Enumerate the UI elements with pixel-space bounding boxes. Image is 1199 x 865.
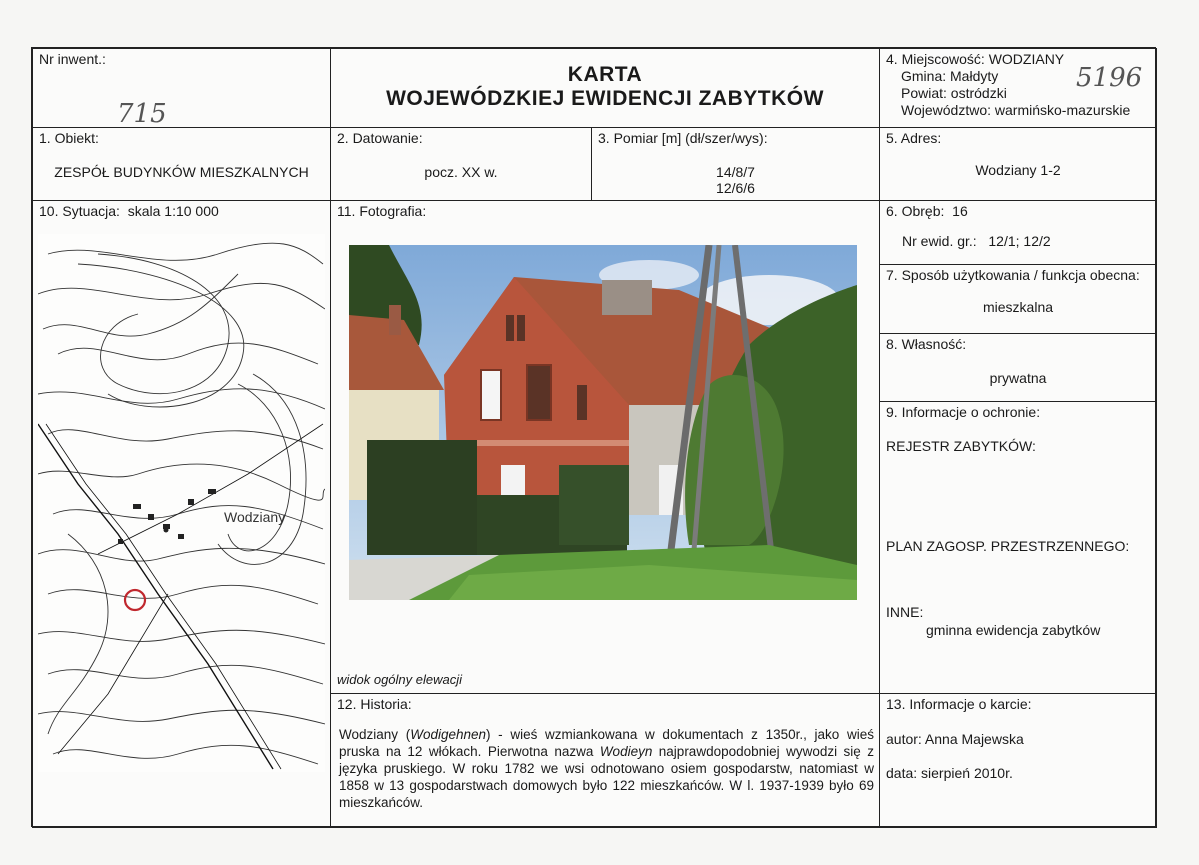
location-powiat: Powiat: ostródzki — [901, 85, 1007, 101]
handwritten-number: 5196 — [1076, 63, 1143, 93]
ochrona-cell — [879, 401, 1157, 694]
nr-ewid-label: Nr ewid. gr.: — [902, 233, 977, 249]
datowanie-label: 2. Datowanie: — [337, 130, 423, 146]
pomiar-label: 3. Pomiar [m] (dł/szer/wys): — [598, 130, 768, 146]
historia-part2: ) - wieś wzmiankowana w dokumentach z 1350r., jako wieś pruska na 12 włókach. Pierwotna nazwa — [339, 727, 874, 759]
ochrona-label: 9. Informacje o ochronie: — [886, 404, 1041, 420]
nr-inwent-cell — [32, 48, 331, 128]
heritage-card — [31, 47, 1156, 827]
obiekt-cell — [32, 127, 331, 201]
location-town: WODZIANY — [988, 51, 1065, 67]
location-cell — [879, 48, 1157, 128]
sytuacja-label: 10. Sytuacja: — [39, 203, 120, 219]
obreb-cell — [879, 200, 1157, 265]
karta-data: data: sierpień 2010r. — [886, 765, 1013, 781]
pomiar-value-1: 14/8/7 — [716, 164, 755, 180]
plan-label: PLAN ZAGOSP. PRZESTRZENNEGO: — [886, 538, 1130, 554]
nr-ewid-line — [902, 233, 1051, 249]
sposob-value: mieszkalna — [982, 299, 1054, 315]
pomiar-value-2: 12/6/6 — [716, 180, 755, 196]
historia-part1: Wodziany ( — [339, 727, 411, 742]
sposob-label: 7. Sposób użytkowania / funkcja obecna: — [886, 267, 1140, 283]
location-label-line — [886, 51, 1064, 67]
card-title-line1: KARTA — [567, 63, 643, 86]
title-cell — [330, 48, 880, 128]
historia-italic2: Wodieyn — [599, 744, 653, 759]
sposob-cell — [879, 264, 1157, 334]
sytuacja-cell — [32, 200, 331, 828]
wlasnosc-label: 8. Własność: — [886, 336, 967, 352]
fotografia-label: 11. Fotografia: — [337, 203, 427, 219]
map-village-label: Wodziany — [224, 509, 286, 525]
location-label: 4. Miejscowość: — [886, 51, 985, 67]
obreb-value: 16 — [952, 203, 968, 219]
karta-info-cell — [879, 693, 1157, 828]
fotografia-cell — [330, 200, 880, 694]
historia-italic1: Wodigehnen — [410, 727, 487, 742]
sytuacja-scale: skala 1:10 000 — [127, 203, 219, 219]
card-title-line2: WOJEWÓDZKIEJ EWIDENCJI ZABYTKÓW — [386, 87, 824, 110]
inne-value: gminna ewidencja zabytków — [926, 622, 1101, 638]
adres-value: Wodziany 1-2 — [975, 162, 1061, 178]
karta-autor: autor: Anna Majewska — [886, 731, 1024, 747]
historia-label: 12. Historia: — [337, 696, 412, 712]
karta-info-label: 13. Informacje o karcie: — [886, 696, 1032, 712]
datowanie-value: pocz. XX w. — [424, 164, 498, 180]
building-photo — [349, 245, 857, 600]
wlasnosc-value: prywatna — [989, 370, 1047, 386]
obreb-label: 6. Obręb: — [886, 203, 945, 219]
inne-label: INNE: — [886, 604, 924, 620]
adres-label: 5. Adres: — [886, 130, 942, 146]
wlasnosc-cell — [879, 333, 1157, 402]
historia-text — [339, 726, 874, 811]
historia-part3: najprawdopodobniej wywodzi się z języka pruskiego. W roku 1782 we wsi odnotowano osiem gospodarstw, natomiast w 1858 w 13 gospodarstwach domowych było 122 mieszkańców. W l. 1937-1939 było 69 mieszkańców. — [339, 744, 874, 810]
nr-inwent-value: 715 — [117, 99, 167, 129]
adres-cell — [879, 127, 1157, 201]
historia-cell — [330, 693, 880, 828]
location-wojewodztwo: Województwo: warmińsko-mazurskie — [901, 102, 1131, 118]
topographic-map — [38, 234, 325, 772]
nr-ewid-value: 12/1; 12/2 — [988, 233, 1051, 249]
pomiar-cell — [591, 127, 880, 201]
datowanie-cell — [330, 127, 592, 201]
rejestr-label: REJESTR ZABYTKÓW: — [886, 438, 1036, 454]
photo-caption: widok ogólny elewacji — [337, 672, 463, 687]
sytuacja-label-line — [39, 203, 219, 219]
location-gmina: Gmina: Małdyty — [901, 68, 999, 84]
obreb-label-line — [886, 203, 968, 219]
nr-inwent-label: Nr inwent.: — [39, 51, 106, 67]
obiekt-value: ZESPÓŁ BUDYNKÓW MIESZKALNYCH — [54, 164, 309, 180]
obiekt-label: 1. Obiekt: — [39, 130, 99, 146]
